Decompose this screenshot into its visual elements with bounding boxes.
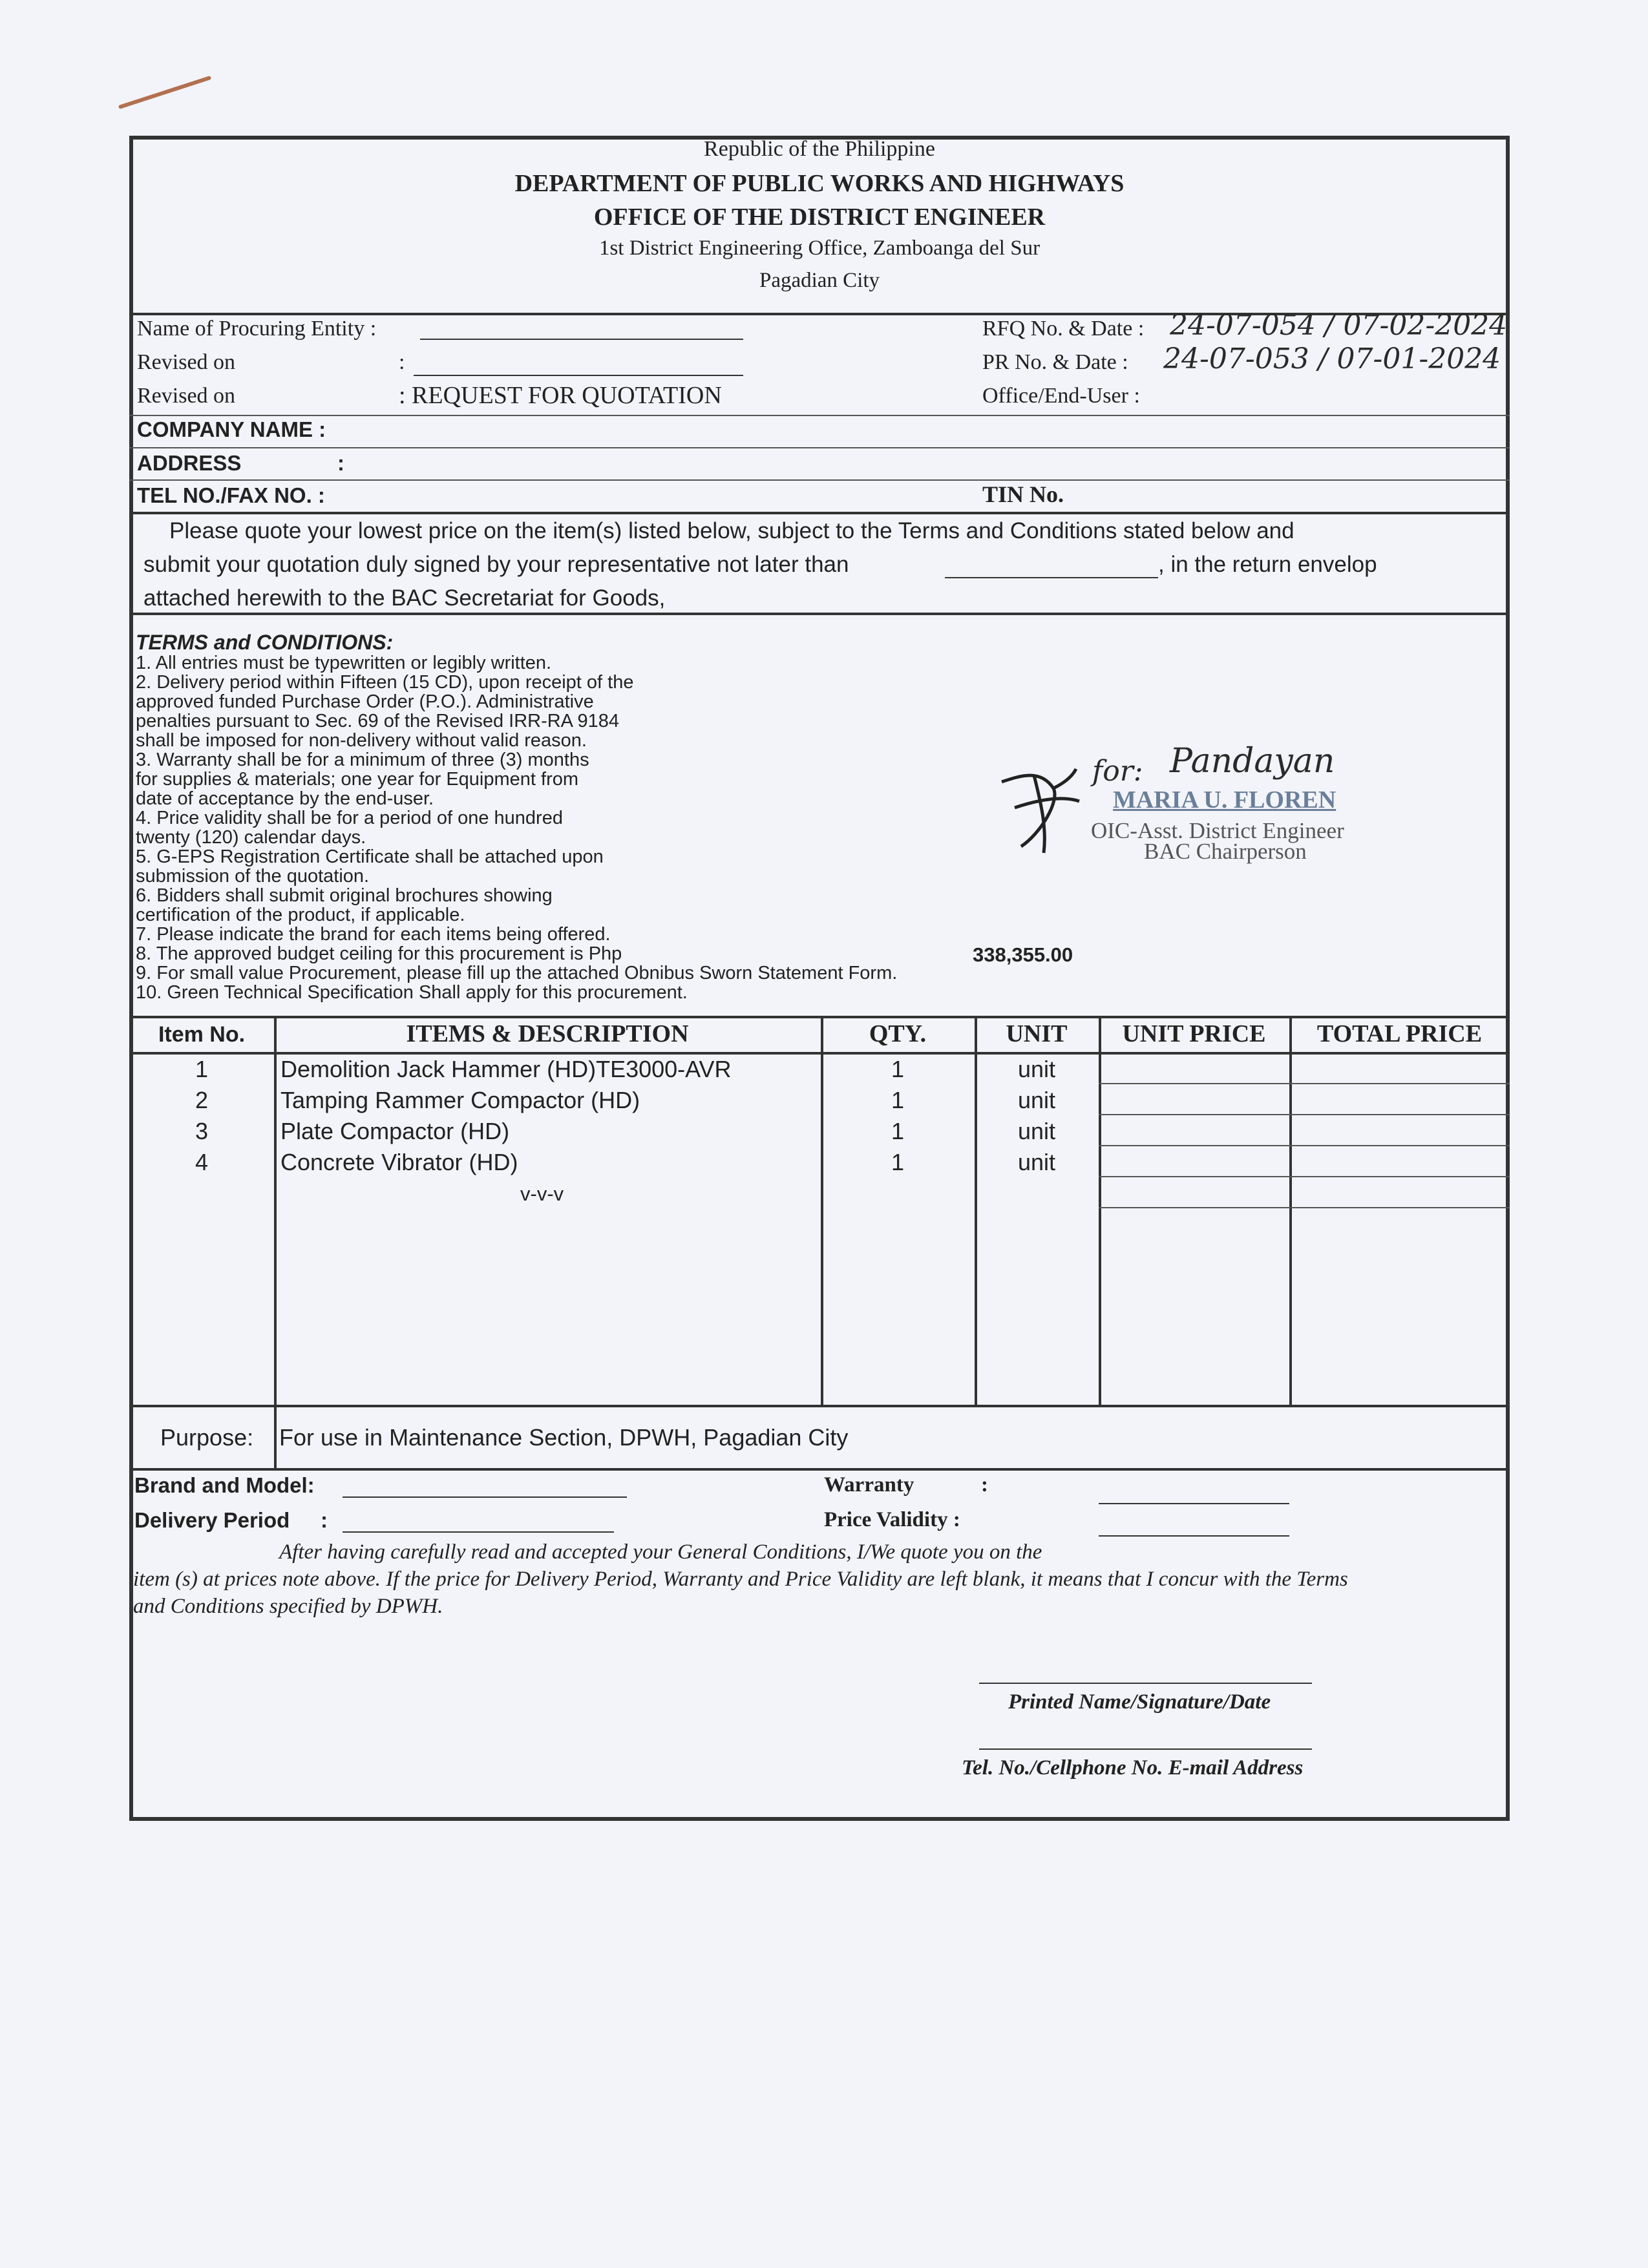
table-row-unit: unit [1017,1118,1056,1144]
revised-on-colon: : [399,350,405,374]
price-validity-label: Price Validity : [824,1508,960,1531]
divider [129,613,1510,615]
acceptance-statement-line-1: After having carefully read and accepted your General Conditions, I/We quote you on the [279,1540,1042,1564]
header-department: DEPARTMENT OF PUBLIC WORKS AND HIGHWAYS [514,170,1125,197]
terms-line: 1. All entries must be typewritten or legibly written. [136,653,552,673]
header-office: OFFICE OF THE DISTRICT ENGINEER [593,204,1046,231]
terms-line: submission of the quotation. [136,866,370,887]
for-label: for: [1092,755,1143,788]
deadline-blank [945,577,1158,578]
col-header-unit: UNIT [1006,1020,1068,1047]
terms-line: approved funded Purchase Order (P.O.). Administrative [136,691,594,712]
terms-line: 10. Green Technical Specification Shall apply for this procurement. [136,982,688,1003]
office-end-user-label: Office/End-User : [982,384,1140,408]
end-of-items-marker: v-v-v [520,1182,564,1205]
instruction-line-3: attached herewith to the BAC Secretariat for Goods, [143,585,666,611]
divider [129,1052,1510,1055]
price-row-rule [1099,1207,1510,1208]
header-district: 1st District Engineering Office, Zamboanga del Sur [598,236,1041,260]
instruction-line-2-end: , in the return envelop [1158,552,1377,577]
terms-line: date of acceptance by the end-user. [136,788,434,809]
header-city: Pagadian City [759,269,880,292]
brand-model-blank [343,1496,627,1498]
table-row-qty: 1 [891,1149,905,1175]
table-row-unit: unit [1017,1149,1056,1175]
signature-mark [995,762,1086,859]
divider [129,479,1510,481]
instruction-line-1: Please quote your lowest price on the item(s) listed below, subject to the Terms and Conditions stated below and [169,518,1294,543]
signatory-name: MARIA U. FLOREN [1113,786,1336,814]
warranty-blank [1099,1503,1289,1504]
procuring-entity-blank [420,339,743,340]
company-name-label: COMPANY NAME : [137,417,326,441]
divider [129,1405,1510,1407]
rfq-label: RFQ No. & Date : [982,317,1145,341]
col-header-item-no: Item No. [158,1022,246,1047]
terms-line: 8. The approved budget ceiling for this procurement is Php [136,943,622,964]
table-column-rule [274,1016,277,1406]
warranty-colon: : [981,1473,988,1496]
divider [129,512,1510,514]
terms-line: certification of the product, if applicable. [136,905,465,925]
contact-line [979,1748,1312,1750]
table-row-number: 3 [195,1118,209,1144]
divider [129,415,1510,416]
header-republic: Republic of the Philippine [704,137,935,161]
purpose-label: Purpose: [160,1424,254,1451]
terms-heading: TERMS and CONDITIONS: [136,631,394,654]
price-row-rule [1099,1114,1510,1115]
price-validity-blank [1099,1535,1289,1537]
table-row-unit: unit [1017,1056,1056,1082]
revised-on-label-2: Revised on [137,384,236,408]
col-header-description: ITEMS & DESCRIPTION [406,1020,689,1047]
table-row-description: Plate Compactor (HD) [280,1118,510,1144]
table-row-number: 4 [195,1149,209,1175]
pr-label: PR No. & Date : [982,350,1128,374]
table-row-description: Tamping Rammer Compactor (HD) [280,1087,640,1113]
table-row-qty: 1 [891,1087,905,1113]
signature-line [979,1683,1312,1684]
terms-line: shall be imposed for non-delivery without valid reason. [136,730,587,751]
printed-name-signature-label: Printed Name/Signature/Date [1008,1690,1271,1714]
terms-line: 7. Please indicate the brand for each items being offered. [136,924,611,945]
table-row-number: 1 [195,1056,209,1082]
table-row-qty: 1 [891,1118,905,1144]
terms-line: twenty (120) calendar days. [136,827,366,848]
terms-line: 3. Warranty shall be for a minimum of three (3) months [136,750,589,770]
col-header-qty: QTY. [869,1020,927,1047]
delivery-period-colon: : [321,1508,328,1532]
purpose-column-rule [274,1405,277,1468]
purpose-value: For use in Maintenance Section, DPWH, Pagadian City [279,1424,849,1451]
price-row-rule [1099,1176,1510,1177]
instruction-line-2: submit your quotation duly signed by your representative not later than [143,552,849,577]
terms-line: 2. Delivery period within Fifteen (15 CD), upon receipt of the [136,672,634,693]
terms-line: 5. G-EPS Registration Certificate shall be attached upon [136,846,604,867]
table-row-description: Demolition Jack Hammer (HD)TE3000-AVR [280,1056,732,1082]
rfq-value: 24-07-054 / 07-02-2024 [1170,309,1508,342]
budget-amount: 338,355.00 [973,943,1073,966]
acceptance-statement-line-2: item (s) at prices note above. If the price for Delivery Period, Warranty and Price Validity are left blank, it means that I concur with the Terms [133,1568,1348,1591]
brand-model-label: Brand and Model: [134,1473,315,1497]
initials-signature: Pandayan [1170,742,1335,781]
pr-value: 24-07-053 / 07-01-2024 [1163,342,1501,375]
terms-line: 4. Price validity shall be for a period of one hundred [136,808,563,828]
delivery-period-blank [343,1531,614,1533]
col-header-total-price: TOTAL PRICE [1316,1020,1483,1047]
signatory-role: BAC Chairperson [1144,839,1307,864]
divider [129,1016,1510,1018]
terms-line: for supplies & materials; one year for Equipment from [136,769,579,790]
procuring-entity-label: Name of Procuring Entity : [137,317,377,341]
address-label: ADDRESS [137,451,242,475]
acceptance-statement-line-3: and Conditions specified by DPWH. [133,1595,443,1618]
tel-fax-label: TEL NO./FAX NO. : [137,483,325,507]
table-column-rule [1289,1016,1292,1406]
revised-on-label-1: Revised on [137,350,236,374]
form-title: : REQUEST FOR QUOTATION [399,382,722,409]
staple-mark [118,76,212,109]
terms-line: 6. Bidders shall submit original brochures showing [136,885,553,906]
signatory-title: OIC-Asst. District Engineer [1091,818,1344,843]
contact-label: Tel. No./Cellphone No. E-mail Address [962,1756,1304,1780]
divider [129,1468,1510,1471]
table-row-qty: 1 [891,1056,905,1082]
col-header-unit-price: UNIT PRICE [1122,1020,1266,1047]
divider [129,447,1510,448]
table-row-number: 2 [195,1087,209,1113]
table-row-unit: unit [1017,1087,1056,1113]
delivery-period-label: Delivery Period [134,1508,290,1532]
table-row-description: Concrete Vibrator (HD) [280,1149,518,1175]
price-row-rule [1099,1083,1510,1084]
terms-line: penalties pursuant to Sec. 69 of the Revised IRR-RA 9184 [136,711,619,731]
price-row-rule [1099,1145,1510,1146]
table-column-rule [1099,1016,1101,1406]
warranty-label: Warranty [824,1473,914,1496]
revised-on-blank [414,375,743,376]
tin-label: TIN No. [982,481,1064,507]
terms-line: 9. For small value Procurement, please fill up the attached Obnibus Sworn Statement Form. [136,963,898,983]
address-colon: : [337,451,344,475]
